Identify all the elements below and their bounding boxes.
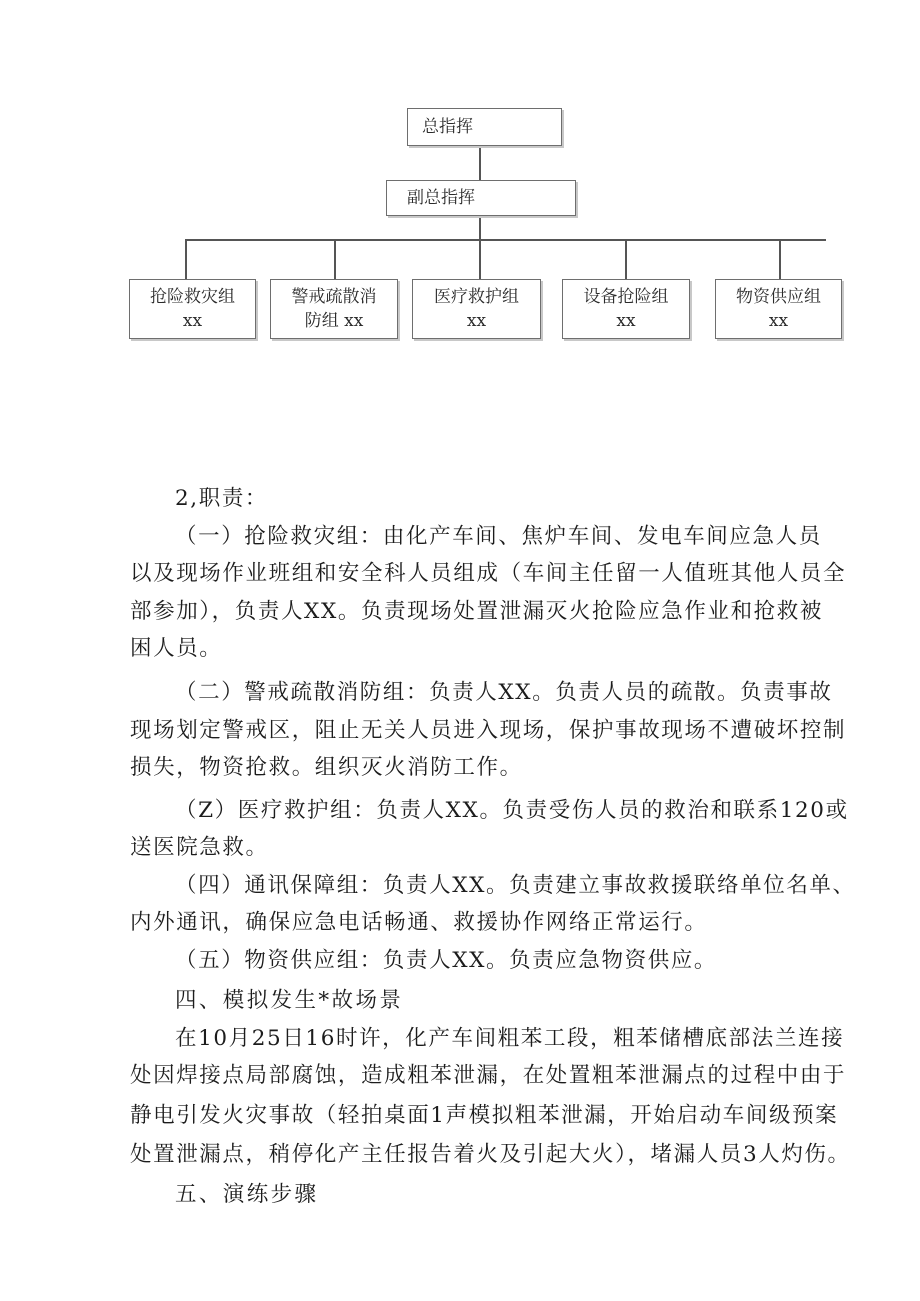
group-leader: 防组 xx [304, 311, 364, 331]
chart-node-equipment-group [562, 279, 690, 339]
section-heading-scene: 四、模拟发生*故场景 [175, 988, 404, 1013]
paragraph-line: 静电引发火灾事故（轻拍桌面1声模拟粗苯泄漏，开始启动车间级预案 [130, 1103, 839, 1128]
org-chart [0, 0, 920, 400]
paragraph-line: 处置泄漏点，稍停化产主任报告着火及引起大火），堵漏人员3人灼伤。 [130, 1142, 851, 1167]
section-heading-duties: 2,职责： [175, 486, 269, 511]
paragraph-line: 内外通讯，确保应急电话畅通、救援协作网络正常运行。 [130, 910, 708, 935]
paragraph-line: 以及现场作业班组和安全科人员组成（车间主任留一人值班其他人员全 [130, 561, 847, 586]
paragraph-line: （五）物资供应组：负责人XX。负责应急物资供应。 [175, 948, 718, 973]
connector-group-4 [625, 239, 627, 279]
group-label: 设备抢险组 [583, 287, 669, 307]
group-leader: xx [616, 311, 636, 331]
section-heading-steps: 五、演练步骤 [175, 1182, 319, 1207]
connector-top [479, 146, 481, 181]
group-label: 医疗救护组 [434, 287, 519, 307]
connector-group-1 [185, 239, 187, 279]
connector-group-5 [779, 239, 781, 279]
group-leader: xx [466, 311, 487, 331]
chart-node-medical-group [412, 279, 541, 339]
paragraph-line: （一）抢险救灾组：由化产车间、焦炉车间、发电车间应急人员 [175, 524, 822, 549]
group-label: 警戒疏散消 [291, 287, 377, 307]
chart-node-supply-group [715, 279, 842, 339]
paragraph-line: 损失，物资抢救。组织灭火消防工作。 [130, 755, 523, 780]
paragraph-line: 处因焊接点局部腐蚀，造成粗苯泄漏，在处置粗苯泄漏点的过程中由于 [130, 1063, 847, 1088]
paragraph-line: 在10月25日16时许，化产车间粗苯工段，粗苯储槽底部法兰连接 [175, 1026, 845, 1051]
group-leader: xx [768, 311, 789, 331]
chart-node-commander [407, 108, 562, 146]
connector-horizontal [185, 239, 826, 241]
paragraph-line: 送医院急救。 [130, 835, 269, 860]
paragraph-line: 现场划定警戒区，阻止无关人员进入现场，保护事故现场不遭破坏控制 [130, 718, 847, 743]
deputy-label: 副总指挥 [407, 188, 475, 208]
connector-deputy [479, 216, 481, 240]
group-leader: xx [182, 311, 203, 331]
group-label: 抢险救灾组 [150, 287, 235, 307]
paragraph-line: 部参加），负责人XX。负责现场处置泄漏灭火抢险应急作业和抢救被 [130, 599, 823, 624]
chart-node-evacuation-group [270, 279, 398, 339]
chart-node-rescue-group [129, 279, 256, 339]
paragraph-line: 困人员。 [130, 636, 223, 661]
paragraph-line: （二）警戒疏散消防组：负责人XX。负责人员的疏散。负责事故 [175, 680, 833, 705]
commander-label: 总指挥 [422, 117, 473, 137]
chart-node-deputy [386, 180, 576, 216]
group-label: 物资供应组 [736, 287, 821, 307]
connector-group-2 [334, 239, 336, 279]
connector-group-3 [479, 239, 481, 279]
paragraph-line: （四）通讯保障组：负责人XX。负责建立事故救援联络单位名单、 [175, 873, 856, 898]
paragraph-line: （Z）医疗救护组：负责人XX。负责受伤人员的救治和联系120或 [175, 798, 849, 823]
